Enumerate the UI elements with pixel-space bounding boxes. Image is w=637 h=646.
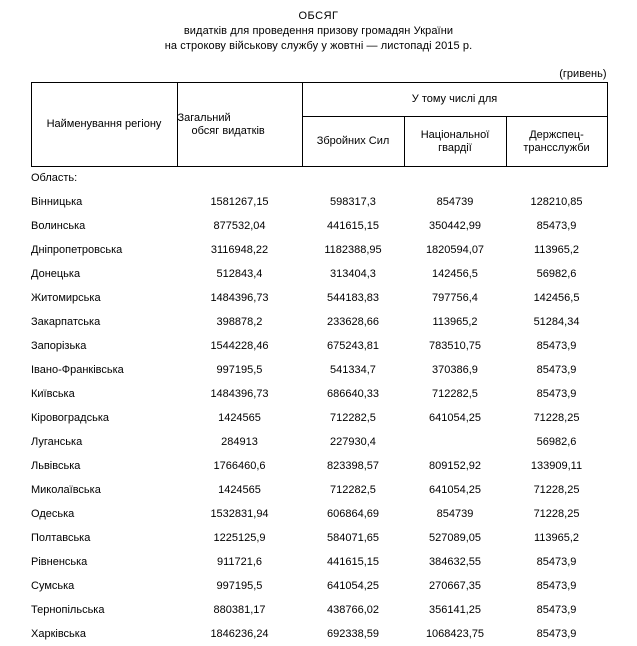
group-spacer-national-guard: [404, 167, 506, 191]
cell-region: Київська: [31, 382, 177, 406]
cell-state-transport: 56982,6: [506, 262, 607, 286]
document-title-line-3: на строкову військову службу у жовтні — листопаді 2015 р.: [0, 39, 637, 54]
cell-region: Полтавська: [31, 526, 177, 550]
cell-armed-forces: 606864,69: [302, 502, 404, 526]
document-title-line-1: ОБСЯГ: [0, 9, 637, 24]
cell-national-guard: 641054,25: [404, 406, 506, 430]
cell-state-transport: 113965,2: [506, 526, 607, 550]
cell-armed-forces: 1182388,95: [302, 238, 404, 262]
group-spacer-armed-forces: [302, 167, 404, 191]
table-row: [31, 310, 607, 334]
cell-region: Закарпатська: [31, 310, 177, 334]
table-row: [31, 238, 607, 262]
table-header-row-1: [31, 83, 607, 117]
cell-total: 1484396,73: [177, 286, 302, 310]
group-spacer-total: [177, 167, 302, 191]
cell-total: 997195,5: [177, 574, 302, 598]
cell-region: Кіровоградська: [31, 406, 177, 430]
column-header-state-transport-line2: трансслужби: [523, 142, 589, 154]
table-row: [31, 574, 607, 598]
table-row: [31, 454, 607, 478]
cell-region: Тернопільська: [31, 598, 177, 622]
cell-armed-forces: 441615,15: [302, 550, 404, 574]
cell-state-transport: 85473,9: [506, 382, 607, 406]
cell-region: Сумська: [31, 574, 177, 598]
cell-region: Одеська: [31, 502, 177, 526]
cell-national-guard: 350442,99: [404, 214, 506, 238]
table-row: [31, 406, 607, 430]
cell-national-guard: 1820594,07: [404, 238, 506, 262]
cell-state-transport: 56982,6: [506, 430, 607, 454]
cell-total: 997195,5: [177, 358, 302, 382]
cell-armed-forces: 233628,66: [302, 310, 404, 334]
cell-state-transport: 85473,9: [506, 550, 607, 574]
cell-total: 911721,6: [177, 550, 302, 574]
cell-state-transport: 128210,85: [506, 190, 607, 214]
cell-national-guard: 854739: [404, 502, 506, 526]
cell-state-transport: 71228,25: [506, 502, 607, 526]
table-group-row: [31, 167, 607, 191]
document-title-block: [0, 0, 637, 54]
column-header-national-guard: [404, 117, 506, 167]
cell-total: 1581267,15: [177, 190, 302, 214]
cell-national-guard: 356141,25: [404, 598, 506, 622]
column-header-group-including-for: У тому числі для: [302, 83, 607, 117]
column-header-national-guard-line2: гвардії: [438, 142, 472, 154]
table-header: [31, 83, 607, 167]
cell-national-guard: 783510,75: [404, 334, 506, 358]
group-spacer-state-transport: [506, 167, 607, 191]
cell-national-guard: [404, 430, 506, 454]
cell-armed-forces: 584071,65: [302, 526, 404, 550]
cell-state-transport: 85473,9: [506, 358, 607, 382]
column-header-national-guard-line1: Національної: [421, 129, 490, 141]
cell-state-transport: 133909,11: [506, 454, 607, 478]
cell-region: Донецька: [31, 262, 177, 286]
cell-national-guard: 1068423,75: [404, 622, 506, 646]
cell-state-transport: 51284,34: [506, 310, 607, 334]
cell-region: Вінницька: [31, 190, 177, 214]
column-header-armed-forces: Збройних Сил: [302, 117, 404, 167]
cell-total: 880381,17: [177, 598, 302, 622]
cell-armed-forces: 692338,59: [302, 622, 404, 646]
cell-region: Миколаївська: [31, 478, 177, 502]
table-row: [31, 526, 607, 550]
table-row: [31, 190, 607, 214]
cell-region: Волинська: [31, 214, 177, 238]
cell-region: Івано-Франківська: [31, 358, 177, 382]
table-row: [31, 550, 607, 574]
table-row: [31, 286, 607, 310]
table-row: [31, 598, 607, 622]
cell-total: 877532,04: [177, 214, 302, 238]
cell-state-transport: 113965,2: [506, 238, 607, 262]
cell-armed-forces: 441615,15: [302, 214, 404, 238]
cell-armed-forces: 712282,5: [302, 478, 404, 502]
cell-armed-forces: 675243,81: [302, 334, 404, 358]
cell-region: Запорізька: [31, 334, 177, 358]
column-header-total-line2: обсяг видатків: [178, 125, 302, 138]
cell-region: Луганська: [31, 430, 177, 454]
cell-state-transport: 71228,25: [506, 478, 607, 502]
column-header-total-expenditures: [177, 83, 302, 167]
expenditures-table: [31, 82, 608, 646]
cell-national-guard: 384632,55: [404, 550, 506, 574]
column-header-region: Найменування регіону: [31, 83, 177, 167]
cell-state-transport: 85473,9: [506, 574, 607, 598]
column-header-total-line1: Загальний: [178, 112, 231, 124]
cell-region: Житомирська: [31, 286, 177, 310]
cell-armed-forces: 438766,02: [302, 598, 404, 622]
cell-armed-forces: 686640,33: [302, 382, 404, 406]
cell-national-guard: 854739: [404, 190, 506, 214]
cell-national-guard: 370386,9: [404, 358, 506, 382]
cell-total: 1766460,6: [177, 454, 302, 478]
cell-state-transport: 142456,5: [506, 286, 607, 310]
cell-state-transport: 85473,9: [506, 214, 607, 238]
cell-total: 1424565: [177, 406, 302, 430]
cell-total: 1846236,24: [177, 622, 302, 646]
table-row: [31, 214, 607, 238]
cell-state-transport: 71228,25: [506, 406, 607, 430]
cell-national-guard: 712282,5: [404, 382, 506, 406]
cell-national-guard: 270667,35: [404, 574, 506, 598]
cell-total: 1544228,46: [177, 334, 302, 358]
cell-armed-forces: 544183,83: [302, 286, 404, 310]
units-note: (гривень): [31, 68, 607, 82]
cell-state-transport: 85473,9: [506, 622, 607, 646]
cell-national-guard: 641054,25: [404, 478, 506, 502]
column-header-state-transport-service: [506, 117, 607, 167]
cell-armed-forces: 313404,3: [302, 262, 404, 286]
cell-armed-forces: 227930,4: [302, 430, 404, 454]
cell-armed-forces: 712282,5: [302, 406, 404, 430]
expenditures-table-wrapper: [31, 82, 607, 646]
table-row: [31, 382, 607, 406]
cell-region: Харківська: [31, 622, 177, 646]
table-row: [31, 262, 607, 286]
cell-total: 1532831,94: [177, 502, 302, 526]
table-row: [31, 334, 607, 358]
table-row: [31, 622, 607, 646]
table-row: [31, 430, 607, 454]
cell-total: 284913: [177, 430, 302, 454]
column-header-state-transport-line1: Держспец-: [529, 129, 584, 141]
table-row: [31, 502, 607, 526]
cell-armed-forces: 598317,3: [302, 190, 404, 214]
cell-state-transport: 85473,9: [506, 598, 607, 622]
cell-armed-forces: 641054,25: [302, 574, 404, 598]
cell-region: Рівненська: [31, 550, 177, 574]
cell-national-guard: 797756,4: [404, 286, 506, 310]
cell-region: Дніпропетровська: [31, 238, 177, 262]
table-row: [31, 358, 607, 382]
cell-national-guard: 527089,05: [404, 526, 506, 550]
cell-total: 1424565: [177, 478, 302, 502]
cell-total: 1484396,73: [177, 382, 302, 406]
group-label: Область:: [31, 167, 177, 191]
cell-national-guard: 113965,2: [404, 310, 506, 334]
cell-armed-forces: 823398,57: [302, 454, 404, 478]
cell-armed-forces: 541334,7: [302, 358, 404, 382]
table-body: [31, 167, 607, 646]
table-row: [31, 478, 607, 502]
cell-state-transport: 85473,9: [506, 334, 607, 358]
cell-national-guard: 142456,5: [404, 262, 506, 286]
cell-region: Львівська: [31, 454, 177, 478]
cell-national-guard: 809152,92: [404, 454, 506, 478]
cell-total: 512843,4: [177, 262, 302, 286]
document-title-line-2: видатків для проведення призову громадян України: [0, 24, 637, 39]
cell-total: 3116948,22: [177, 238, 302, 262]
cell-total: 398878,2: [177, 310, 302, 334]
cell-total: 1225125,9: [177, 526, 302, 550]
